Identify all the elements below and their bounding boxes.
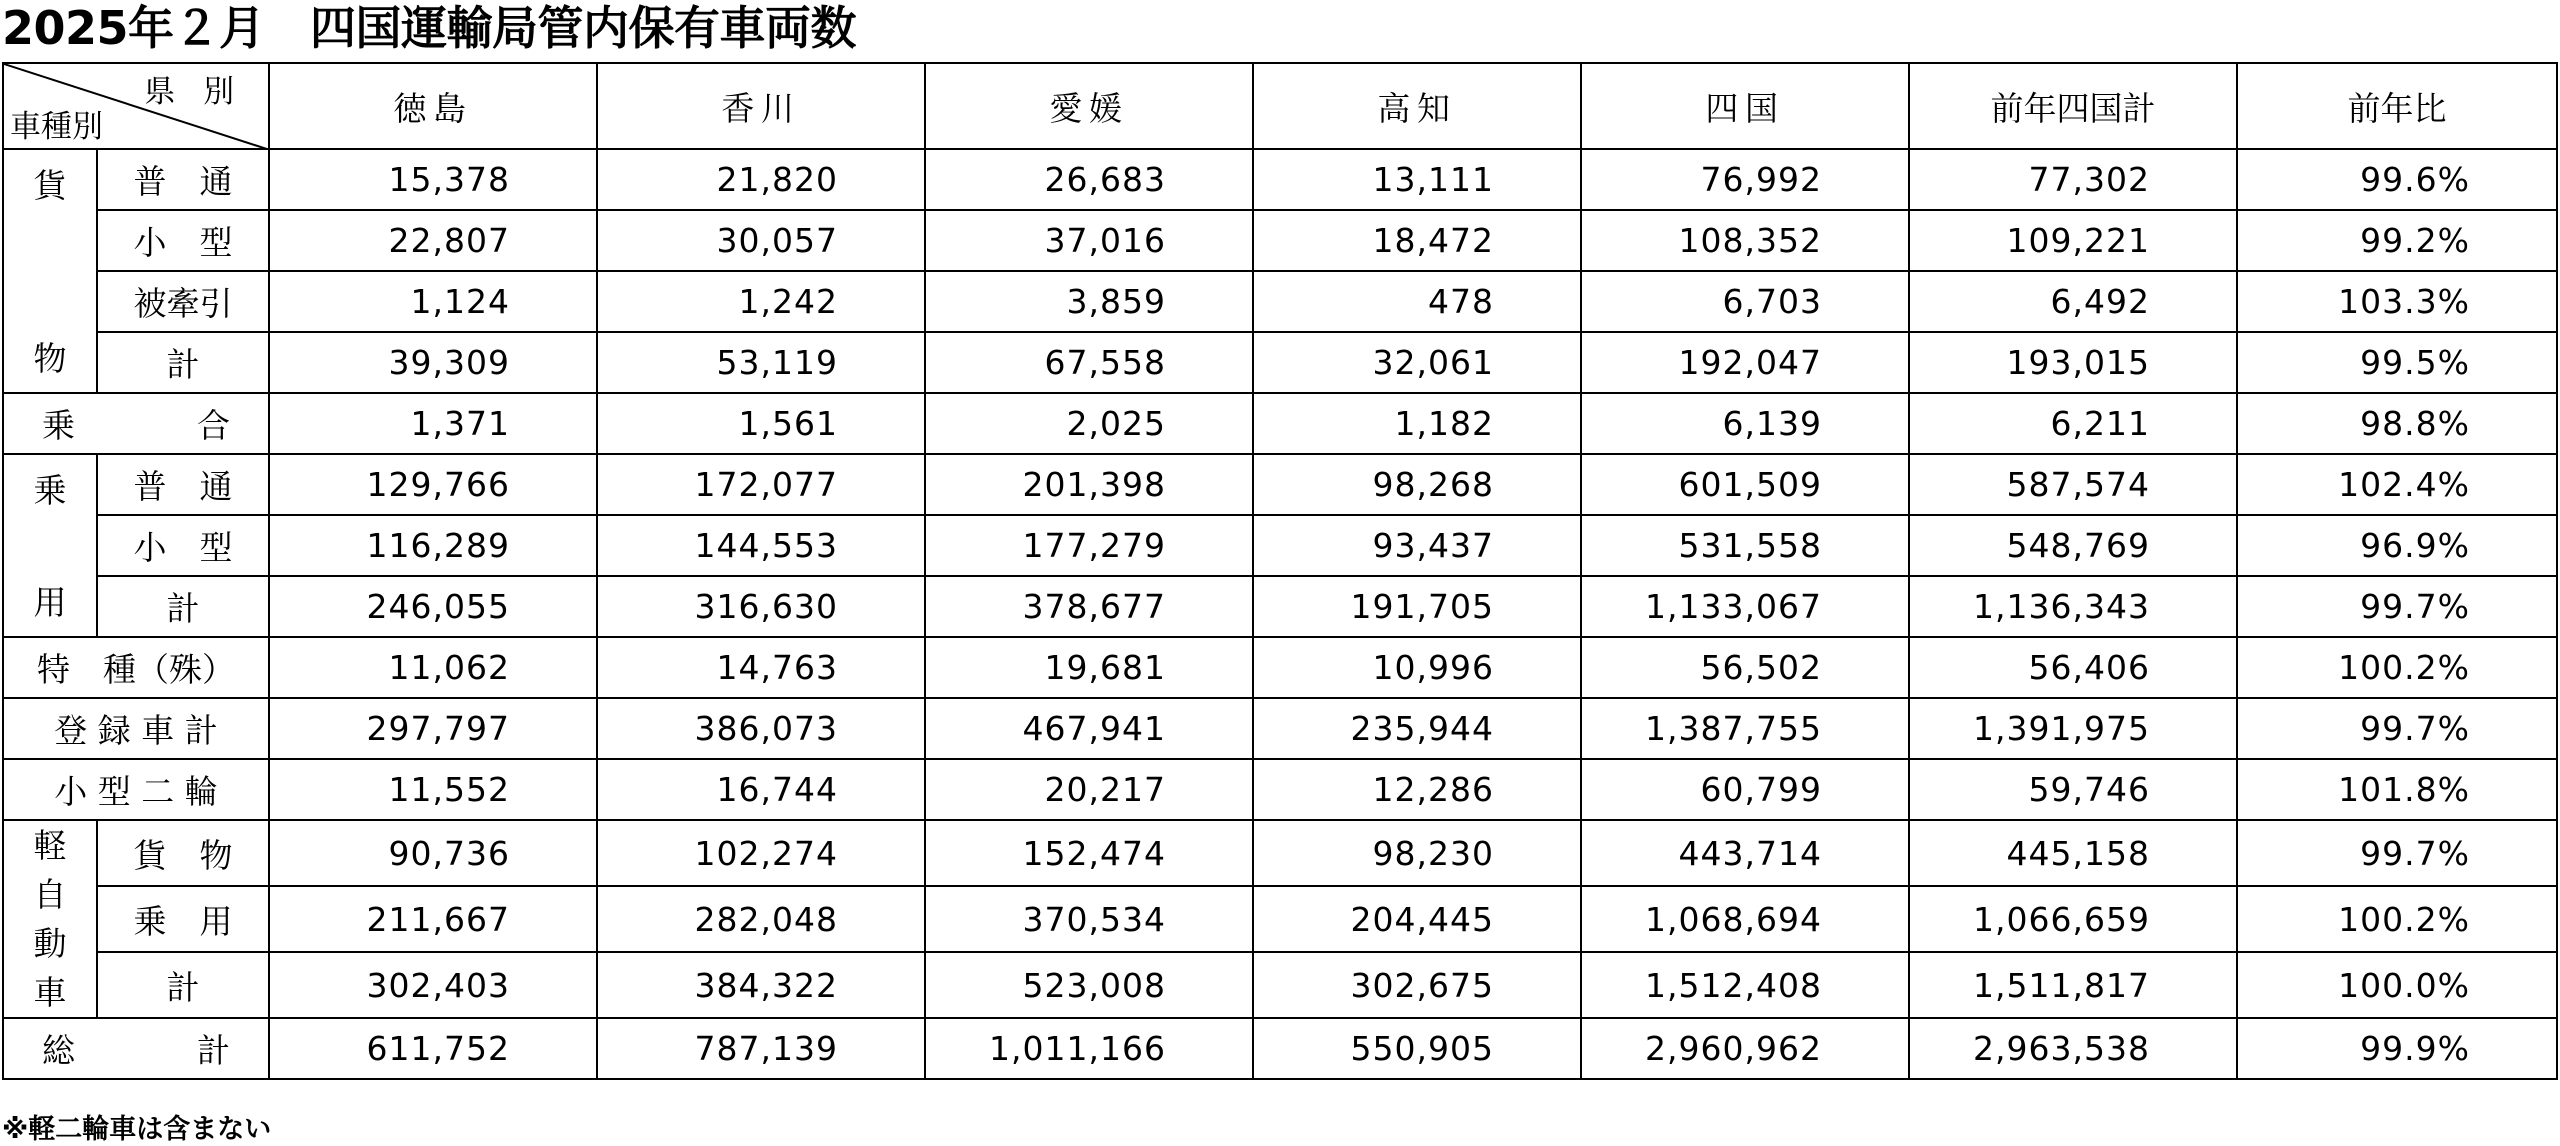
cell-value: 99.7%: [2237, 576, 2557, 637]
cell-value: 282,048: [597, 886, 925, 952]
table-row: [3, 637, 2557, 698]
cell-value: 2,960,962: [1581, 1018, 1909, 1079]
cell-value: 77,302: [1909, 149, 2237, 210]
group-label-kei-char: 自: [33, 875, 67, 914]
row-label: [3, 393, 269, 454]
column-header-kagawa: 香川: [597, 63, 925, 149]
cell-value: 103.3%: [2237, 271, 2557, 332]
cell-value: 116,289: [269, 515, 597, 576]
cell-value: 22,807: [269, 210, 597, 271]
cell-value: 76,992: [1581, 149, 1909, 210]
cell-value: 531,558: [1581, 515, 1909, 576]
cell-value: 108,352: [1581, 210, 1909, 271]
row-label: 特 種（殊）: [3, 637, 269, 698]
cell-value: 1,387,755: [1581, 698, 1909, 759]
group-label-cargo-bottom: 物: [33, 339, 67, 378]
cell-value: 246,055: [269, 576, 597, 637]
cell-value: 60,799: [1581, 759, 1909, 820]
cell-value: 11,552: [269, 759, 597, 820]
table-row: [3, 820, 2557, 886]
cell-value: 1,391,975: [1909, 698, 2237, 759]
table-row: [3, 1018, 2557, 1079]
row-label-right: 計: [197, 1031, 230, 1070]
cell-value: 172,077: [597, 454, 925, 515]
cell-value: 523,008: [925, 952, 1253, 1018]
cell-value: 99.7%: [2237, 698, 2557, 759]
cell-value: 19,681: [925, 637, 1253, 698]
table-row: [3, 759, 2557, 820]
cell-value: 53,119: [597, 332, 925, 393]
cell-value: 211,667: [269, 886, 597, 952]
cell-value: 601,509: [1581, 454, 1909, 515]
cell-value: 99.7%: [2237, 820, 2557, 886]
cell-value: 39,309: [269, 332, 597, 393]
cell-value: 99.6%: [2237, 149, 2557, 210]
cell-value: 6,139: [1581, 393, 1909, 454]
table-row: [3, 454, 2557, 515]
cell-value: 129,766: [269, 454, 597, 515]
cell-value: 56,406: [1909, 637, 2237, 698]
cell-value: 37,016: [925, 210, 1253, 271]
group-label-passenger: [3, 454, 97, 637]
cell-value: 297,797: [269, 698, 597, 759]
group-label-passenger-top: 乗: [33, 471, 67, 510]
cell-value: 6,492: [1909, 271, 2237, 332]
cell-value: 59,746: [1909, 759, 2237, 820]
footnote: ※軽二輪車は含まない: [2, 1114, 272, 1145]
row-label: 小 型: [97, 515, 269, 576]
cell-value: 100.2%: [2237, 886, 2557, 952]
cell-value: 1,133,067: [1581, 576, 1909, 637]
row-label: 計: [97, 576, 269, 637]
cell-value: 1,068,694: [1581, 886, 1909, 952]
cell-value: 302,403: [269, 952, 597, 1018]
table-row: [3, 149, 2557, 210]
cell-value: 144,553: [597, 515, 925, 576]
table-row: [3, 210, 2557, 271]
cell-value: 3,859: [925, 271, 1253, 332]
row-label-right: 合: [197, 406, 230, 445]
group-label-kei: [3, 820, 97, 1018]
cell-value: 26,683: [925, 149, 1253, 210]
cell-value: 587,574: [1909, 454, 2237, 515]
cell-value: 2,963,538: [1909, 1018, 2237, 1079]
table-row: [3, 698, 2557, 759]
column-header-prev-year-total: 前年四国計: [1909, 63, 2237, 149]
column-header-ehime: 愛媛: [925, 63, 1253, 149]
cell-value: 1,561: [597, 393, 925, 454]
row-label: 被牽引: [97, 271, 269, 332]
group-label-passenger-bottom: 用: [33, 583, 67, 622]
table-row: [3, 886, 2557, 952]
cell-value: 787,139: [597, 1018, 925, 1079]
cell-value: 193,015: [1909, 332, 2237, 393]
cell-value: 12,286: [1253, 759, 1581, 820]
cell-value: 316,630: [597, 576, 925, 637]
cell-value: 67,558: [925, 332, 1253, 393]
group-label-kei-char: 車: [33, 973, 67, 1012]
row-label: 小 型: [97, 210, 269, 271]
cell-value: 152,474: [925, 820, 1253, 886]
cell-value: 16,744: [597, 759, 925, 820]
cell-value: 109,221: [1909, 210, 2237, 271]
cell-value: 99.9%: [2237, 1018, 2557, 1079]
cell-value: 1,136,343: [1909, 576, 2237, 637]
cell-value: 32,061: [1253, 332, 1581, 393]
row-label: 普 通: [97, 454, 269, 515]
cell-value: 1,011,166: [925, 1018, 1253, 1079]
cell-value: 98.8%: [2237, 393, 2557, 454]
row-label: [3, 1018, 269, 1079]
table-row: [3, 515, 2557, 576]
cell-value: 11,062: [269, 637, 597, 698]
cell-value: 99.5%: [2237, 332, 2557, 393]
cell-value: 191,705: [1253, 576, 1581, 637]
cell-value: 204,445: [1253, 886, 1581, 952]
cell-value: 2,025: [925, 393, 1253, 454]
cell-value: 1,371: [269, 393, 597, 454]
cell-value: 611,752: [269, 1018, 597, 1079]
cell-value: 56,502: [1581, 637, 1909, 698]
cell-value: 6,211: [1909, 393, 2237, 454]
cell-value: 15,378: [269, 149, 597, 210]
table-row: [3, 393, 2557, 454]
cell-value: 96.9%: [2237, 515, 2557, 576]
cell-value: 93,437: [1253, 515, 1581, 576]
cell-value: 98,268: [1253, 454, 1581, 515]
cell-value: 99.2%: [2237, 210, 2557, 271]
cell-value: 177,279: [925, 515, 1253, 576]
cell-value: 235,944: [1253, 698, 1581, 759]
cell-value: 30,057: [597, 210, 925, 271]
cell-value: 10,996: [1253, 637, 1581, 698]
group-label-cargo: [3, 149, 97, 393]
cell-value: 467,941: [925, 698, 1253, 759]
cell-value: 302,675: [1253, 952, 1581, 1018]
row-label: 普 通: [97, 149, 269, 210]
corner-vehicle-type-label: 車種別: [10, 109, 103, 145]
cell-value: 100.0%: [2237, 952, 2557, 1018]
header-row: [3, 63, 2557, 149]
cell-value: 20,217: [925, 759, 1253, 820]
row-label: 登 録 車 計: [3, 698, 269, 759]
page-title: 2025年２月 四国運輸局管内保有車両数: [2, 1, 857, 55]
cell-value: 18,472: [1253, 210, 1581, 271]
cell-value: 370,534: [925, 886, 1253, 952]
row-label: 乗 用: [97, 886, 269, 952]
column-header-shikoku: 四国: [1581, 63, 1909, 149]
cell-value: 550,905: [1253, 1018, 1581, 1079]
cell-value: 102,274: [597, 820, 925, 886]
cell-value: 548,769: [1909, 515, 2237, 576]
cell-value: 101.8%: [2237, 759, 2557, 820]
cell-value: 1,512,408: [1581, 952, 1909, 1018]
cell-value: 201,398: [925, 454, 1253, 515]
cell-value: 100.2%: [2237, 637, 2557, 698]
cell-value: 1,182: [1253, 393, 1581, 454]
cell-value: 21,820: [597, 149, 925, 210]
cell-value: 1,511,817: [1909, 952, 2237, 1018]
group-label-kei-char: 動: [33, 924, 67, 963]
cell-value: 1,066,659: [1909, 886, 2237, 952]
cell-value: 386,073: [597, 698, 925, 759]
group-label-cargo-top: 貨: [33, 166, 67, 205]
cell-value: 445,158: [1909, 820, 2237, 886]
cell-value: 102.4%: [2237, 454, 2557, 515]
table-row: [3, 952, 2557, 1018]
cell-value: 98,230: [1253, 820, 1581, 886]
cell-value: 1,242: [597, 271, 925, 332]
cell-value: 378,677: [925, 576, 1253, 637]
table-row: [3, 271, 2557, 332]
column-header-yoy-ratio: 前年比: [2237, 63, 2557, 149]
row-label-left: 総: [42, 1031, 75, 1070]
cell-value: 6,703: [1581, 271, 1909, 332]
row-label: 小 型 二 輪: [3, 759, 269, 820]
corner-cell: [3, 63, 269, 149]
column-header-tokushima: 徳島: [269, 63, 597, 149]
cell-value: 90,736: [269, 820, 597, 886]
cell-value: 443,714: [1581, 820, 1909, 886]
cell-value: 192,047: [1581, 332, 1909, 393]
group-label-kei-char: 軽: [33, 826, 67, 865]
row-label: 計: [97, 952, 269, 1018]
cell-value: 14,763: [597, 637, 925, 698]
row-label-left: 乗: [42, 406, 75, 445]
table-row: [3, 576, 2557, 637]
column-header-kochi: 高知: [1253, 63, 1581, 149]
row-label: 計: [97, 332, 269, 393]
cell-value: 384,322: [597, 952, 925, 1018]
cell-value: 1,124: [269, 271, 597, 332]
vehicle-count-table: [2, 62, 2558, 1080]
table-row: [3, 332, 2557, 393]
corner-prefecture-label: 県別: [144, 74, 262, 110]
cell-value: 478: [1253, 271, 1581, 332]
cell-value: 13,111: [1253, 149, 1581, 210]
row-label: 貨 物: [97, 820, 269, 886]
